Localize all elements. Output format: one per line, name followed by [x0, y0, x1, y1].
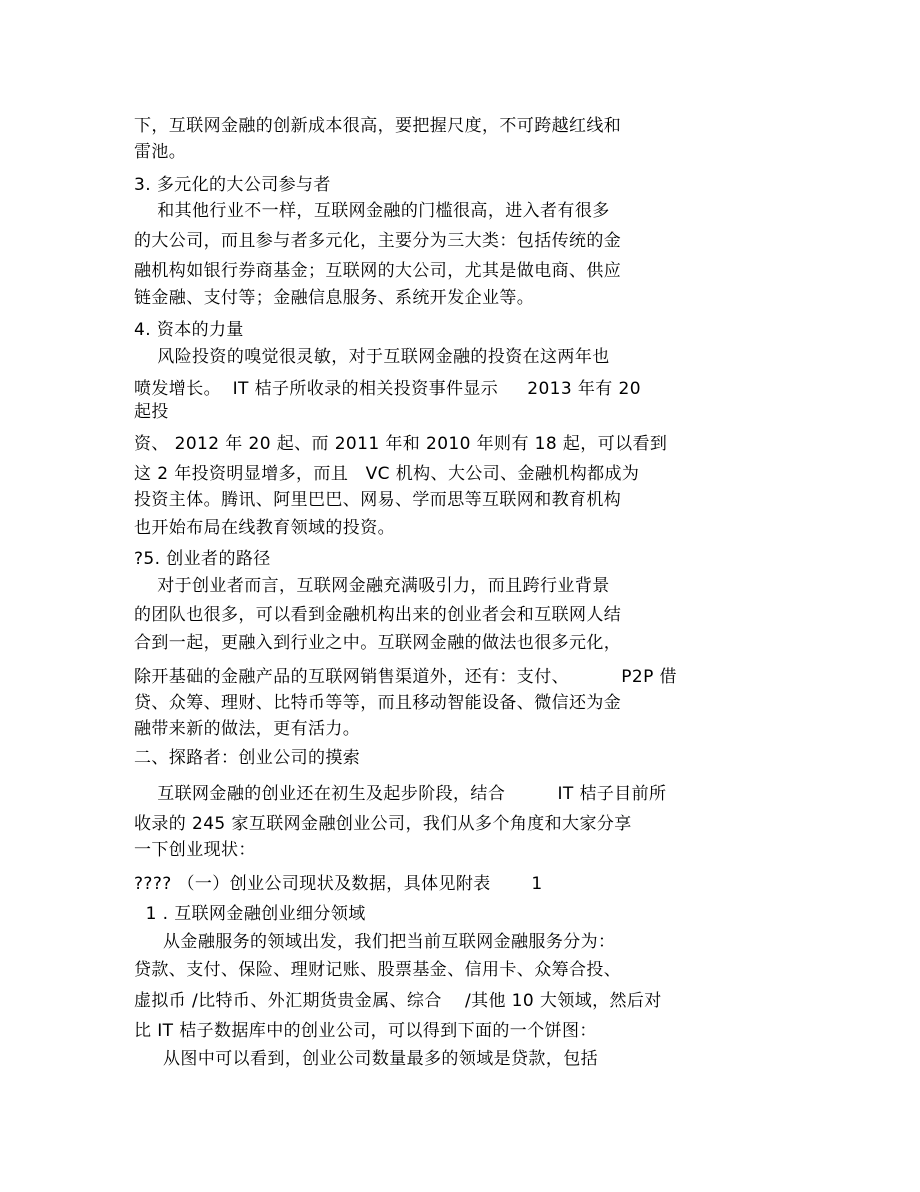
section-heading: ?5. 创业者的路径: [134, 549, 271, 569]
text-line: 从图中可以看到，创业公司数量最多的领域是贷款，包括: [134, 1049, 599, 1069]
text-line: 也开始布局在线教育领域的投资。: [134, 518, 395, 538]
text-line: 下，互联网金融的创新成本很高，要把握尺度，不可跨越红线和: [134, 116, 622, 136]
text-line: 除开基础的金融产品的互联网销售渠道外，还有：支付、 P2P 借: [134, 667, 677, 687]
text-line: 合到一起，更融入到行业之中。互联网金融的做法也很多元化，: [134, 633, 622, 653]
text-line: 从金融服务的领域出发，我们把当前互联网金融服务分为：: [134, 932, 616, 952]
text-line: 对于创业者而言，互联网金融充满吸引力，而且跨行业背景: [134, 576, 610, 596]
section-heading: 二、探路者：创业公司的摸索: [134, 748, 361, 768]
section-heading: 4. 资本的力量: [134, 320, 244, 340]
text-line: 的大公司，而且参与者多元化，主要分为三大类：包括传统的金: [134, 231, 622, 251]
text-line: 起投: [134, 402, 169, 422]
text-line: 一下创业现状：: [134, 840, 256, 860]
text-line: 贷款、支付、保险、理财记账、股票基金、信用卡、众筹合投、: [134, 960, 622, 980]
subsection-heading: 1 . 互联网金融创业细分领域: [134, 904, 366, 924]
text-line: 资、 2012 年 20 起、而 2011 年和 2010 年则有 18 起，可以看到: [134, 434, 668, 454]
text-line: 链金融、支付等；金融信息服务、系统开发企业等。: [134, 288, 535, 308]
text-line: 投资主体。腾讯、阿里巴巴、网易、学而思等互联网和教育机构: [134, 490, 622, 510]
text-line: 比 IT 桔子数据库中的创业公司，可以得到下面的一个饼图：: [134, 1021, 597, 1041]
text-line: 收录的 245 家互联网金融创业公司，我们从多个角度和大家分享: [134, 814, 632, 834]
text-line: 和其他行业不一样，互联网金融的门槛很高，进入者有很多: [134, 201, 610, 221]
text-line: 喷发增长。 IT 桔子所收录的相关投资事件显示 2013 年有 20: [134, 379, 641, 399]
text-line: 互联网金融的创业还在初生及起步阶段，结合 IT 桔子目前所: [134, 784, 667, 804]
text-line: 雷池。: [134, 142, 187, 162]
text-line: 贷、众筹、理财、比特币等等，而且移动智能设备、微信还为金: [134, 693, 622, 713]
section-heading: ???? （一）创业公司现状及数据，具体见附表 1: [134, 874, 543, 894]
text-line: 的团队也很多，可以看到金融机构出来的创业者会和互联网人结: [134, 605, 622, 625]
text-line: 虚拟币 /比特币、外汇期货贵金属、综合 /其他 10 大领域，然后对: [134, 991, 662, 1011]
text-line: 融机构如银行券商基金；互联网的大公司，尤其是做电商、供应: [134, 261, 622, 281]
text-line: 这 2 年投资明显增多，而且 VC 机构、大公司、金融机构都成为: [134, 464, 640, 484]
section-heading: 3. 多元化的大公司参与者: [134, 175, 331, 195]
text-line: 融带来新的做法，更有活力。: [134, 719, 361, 739]
text-line: 风险投资的嗅觉很灵敏，对于互联网金融的投资在这两年也: [134, 347, 610, 367]
